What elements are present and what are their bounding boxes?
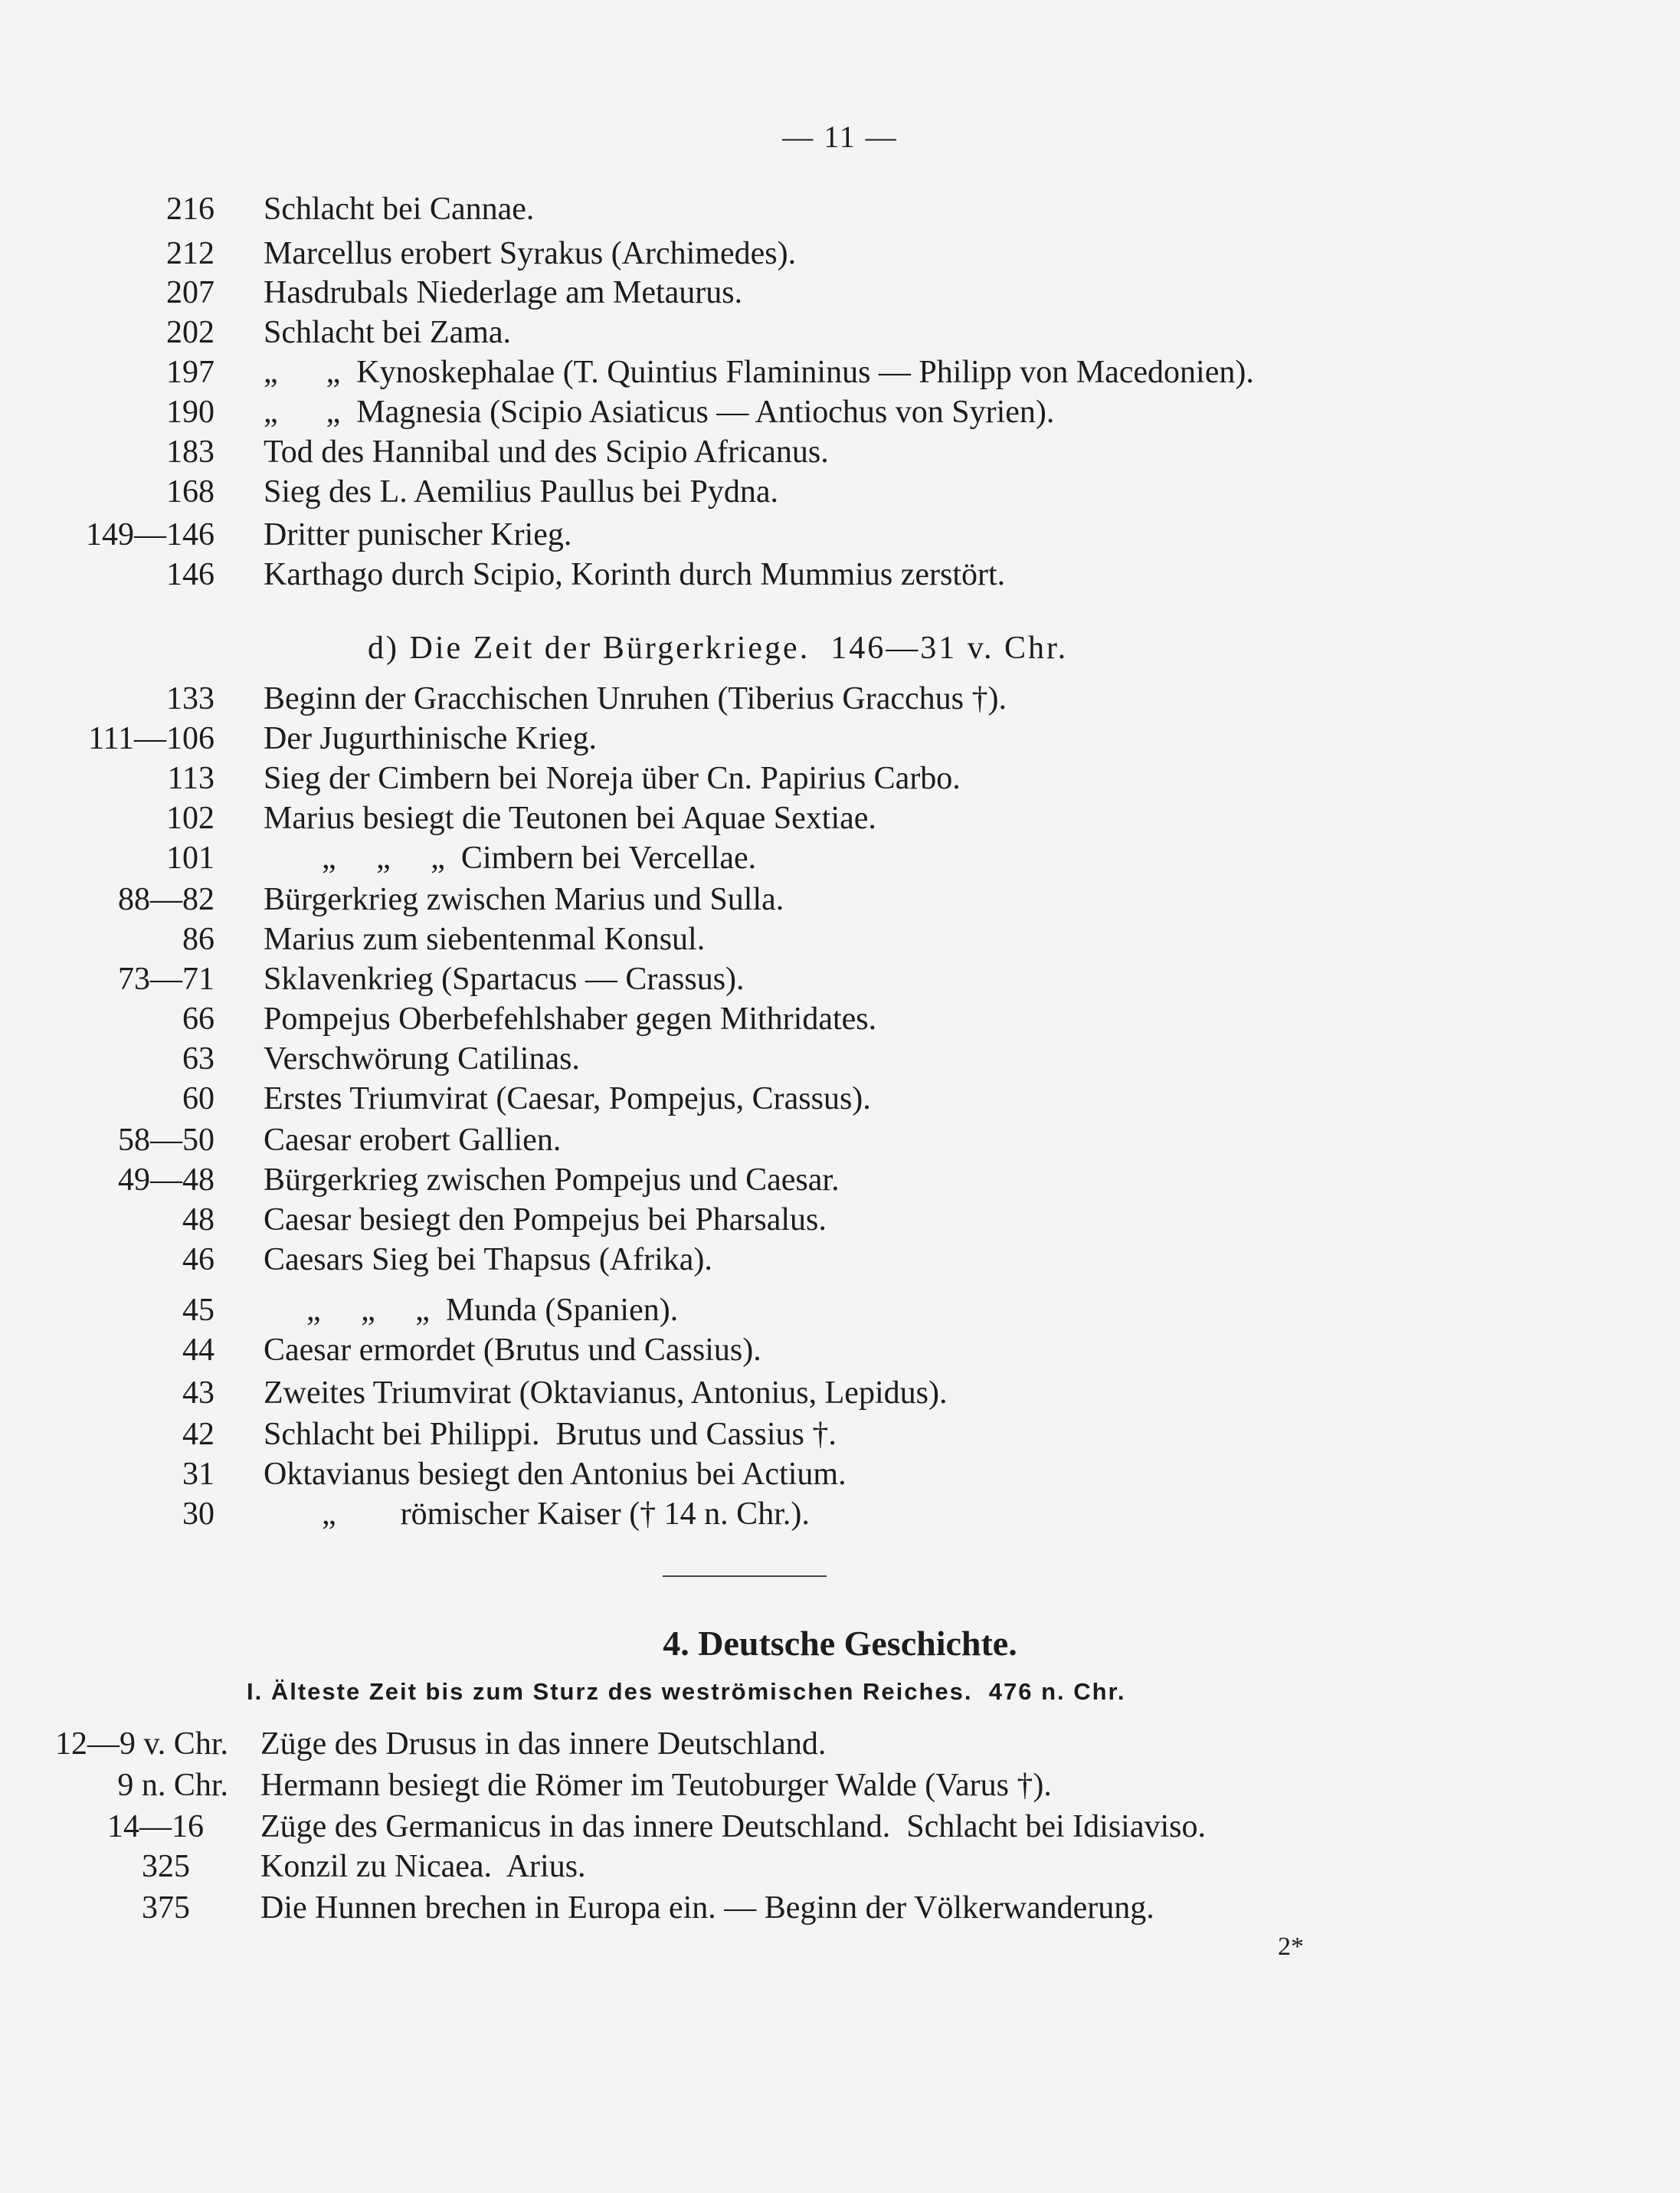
entry-date: 102 [166, 801, 215, 836]
entry-event: „ „ Magnesia (Scipio Asiaticus — Antiochus von Syrien). [264, 395, 1055, 430]
entry-event: Karthago durch Scipio, Korinth durch Mummius zerstört. [264, 557, 1006, 592]
timeline-row [0, 1807, 1680, 1847]
section-title: 4. Deutsche Geschichte. [663, 1624, 1017, 1663]
section-subtitle: I. Älteste Zeit bis zum Sturz des weströmischen Reiches. 476 n. Chr. [247, 1678, 1126, 1705]
entry-event: Marius zum siebentenmal Konsul. [264, 922, 706, 957]
entry-event: Sklavenkrieg (Spartacus — Crassus). [264, 962, 745, 997]
timeline-row [0, 1414, 1680, 1454]
entry-event: Schlacht bei Philippi. Brutus und Cassius †. [264, 1417, 837, 1452]
entry-date: 45 [182, 1293, 215, 1328]
entry-date: 202 [166, 315, 215, 350]
timeline-row [0, 838, 1680, 878]
timeline-row [0, 1454, 1680, 1494]
entry-event: „ „ „ Cimbern bei Vercellae. [322, 841, 757, 876]
entry-event: Hasdrubals Niederlage am Metaurus. [264, 275, 743, 310]
entry-date: 216 [166, 192, 215, 227]
entry-date: 58—50 [118, 1123, 215, 1158]
entry-date: 149—146 [86, 517, 215, 552]
entry-event: Schlacht bei Zama. [264, 315, 512, 350]
section-divider [663, 1575, 827, 1577]
entry-event: Pompejus Oberbefehlshaber gegen Mithridates. [264, 1001, 877, 1037]
entry-event: Bürgerkrieg zwischen Pompejus und Caesar. [264, 1162, 840, 1198]
entry-event: Dritter punischer Krieg. [264, 517, 572, 552]
timeline-row [0, 959, 1680, 999]
entry-date: 42 [182, 1417, 215, 1452]
timeline-row [0, 1200, 1680, 1240]
entry-event: Die Hunnen brechen in Europa ein. — Beginn der Völkerwanderung. [260, 1890, 1154, 1926]
entry-date: 31 [182, 1457, 215, 1492]
entry-event: Oktavianus besiegt den Antonius bei Actium. [264, 1457, 847, 1492]
entry-date: 168 [166, 474, 215, 510]
timeline-row [0, 719, 1680, 759]
entry-event: Züge des Drusus in das innere Deutschland. [260, 1726, 827, 1762]
entry-date: 86 [182, 922, 215, 957]
timeline-row [0, 234, 1680, 274]
timeline-row [0, 798, 1680, 838]
timeline-row [0, 392, 1680, 432]
entry-event: Tod des Hannibal und des Scipio Africanus. [264, 434, 829, 470]
entry-event: Sieg des L. Aemilius Paullus bei Pydna. [264, 474, 778, 510]
timeline-row [0, 759, 1680, 798]
entry-event: Verschwörung Catilinas. [264, 1041, 580, 1077]
page-number: — 11 — [782, 120, 898, 154]
timeline-row [0, 1240, 1680, 1280]
entry-date: 113 [167, 761, 215, 796]
timeline-row [0, 1039, 1680, 1079]
entry-event: Hermann besiegt die Römer im Teutoburger Walde (Varus †). [260, 1768, 1052, 1803]
timeline-row [0, 273, 1680, 313]
timeline-row [0, 1724, 1680, 1764]
timeline-row [0, 313, 1680, 352]
entry-date: 48 [182, 1202, 215, 1237]
entry-event: Schlacht bei Cannae. [264, 192, 535, 227]
entry-event: Der Jugurthinische Krieg. [264, 721, 598, 756]
timeline-row [0, 189, 1680, 229]
timeline-row [0, 1888, 1680, 1928]
timeline-row [0, 1079, 1680, 1119]
entry-date: 101 [166, 841, 215, 876]
entry-date: 133 [166, 681, 215, 716]
timeline-row [0, 1120, 1680, 1160]
entry-date: 12—9 v. Chr. [55, 1726, 228, 1762]
entry-event: Marcellus erobert Syrakus (Archimedes). [264, 236, 797, 271]
entry-date: 325 [142, 1849, 190, 1884]
entry-date: 375 [142, 1890, 190, 1926]
entry-date: 44 [182, 1333, 215, 1368]
entry-date: 30 [182, 1496, 215, 1532]
entry-date: 46 [182, 1242, 215, 1277]
entry-event: Züge des Germanicus in das innere Deutschland. Schlacht bei Idisiaviso. [260, 1809, 1206, 1844]
entry-date: 146 [166, 557, 215, 592]
entry-event: „ „ „ Munda (Spanien). [306, 1293, 679, 1328]
timeline-row [0, 472, 1680, 512]
entry-event: „ „ Kynoskephalae (T. Quintius Flamininus — Philipp von Macedonien). [264, 355, 1254, 390]
entry-date: 9 n. Chr. [117, 1768, 228, 1803]
entry-event: Marius besiegt die Teutonen bei Aquae Sextiae. [264, 801, 876, 836]
timeline-row [0, 880, 1680, 919]
timeline-row [0, 1765, 1680, 1805]
entry-date: 73—71 [118, 962, 215, 997]
entry-date: 14—16 [107, 1809, 204, 1844]
timeline-row [0, 432, 1680, 472]
timeline-row [0, 999, 1680, 1039]
entry-date: 60 [182, 1081, 215, 1116]
entry-date: 207 [166, 275, 215, 310]
entry-date: 190 [166, 395, 215, 430]
timeline-row [0, 352, 1680, 392]
entry-event: Caesar ermordet (Brutus und Cassius). [264, 1333, 761, 1368]
entry-event: Sieg der Cimbern bei Noreja über Cn. Papirius Carbo. [264, 761, 961, 796]
timeline-row [0, 1373, 1680, 1413]
entry-event: Bürgerkrieg zwischen Marius und Sulla. [264, 882, 784, 917]
entry-event: Zweites Triumvirat (Oktavianus, Antonius, Lepidus). [264, 1375, 948, 1411]
entry-date: 49—48 [118, 1162, 215, 1198]
entry-event: Caesar erobert Gallien. [264, 1123, 562, 1158]
entry-date: 88—82 [118, 882, 215, 917]
timeline-row [0, 1847, 1680, 1887]
entry-date: 63 [182, 1041, 215, 1077]
entry-date: 111—106 [88, 721, 215, 756]
timeline-row [0, 1330, 1680, 1370]
period-subheading: d) Die Zeit der Bürgerkriege. 146—31 v. Chr. [368, 631, 1069, 666]
timeline-row [0, 1494, 1680, 1534]
timeline-row [0, 1160, 1680, 1200]
timeline-row [0, 1290, 1680, 1330]
entry-date: 66 [182, 1001, 215, 1037]
entry-date: 197 [166, 355, 215, 390]
entry-event: Erstes Triumvirat (Caesar, Pompejus, Crassus). [264, 1081, 871, 1116]
entry-date: 183 [166, 434, 215, 470]
entry-event: Beginn der Gracchischen Unruhen (Tiberius Gracchus †). [264, 681, 1007, 716]
entry-date: 212 [166, 236, 215, 271]
timeline-row [0, 555, 1680, 595]
signature-mark: 2* [1278, 1932, 1304, 1961]
entry-event: Konzil zu Nicaea. Arius. [260, 1849, 586, 1884]
entry-date: 43 [182, 1375, 215, 1411]
timeline-row [0, 679, 1680, 719]
timeline-row [0, 919, 1680, 959]
timeline-row [0, 515, 1680, 555]
entry-event: Caesar besiegt den Pompejus bei Pharsalus. [264, 1202, 827, 1237]
entry-event: Caesars Sieg bei Thapsus (Afrika). [264, 1242, 712, 1277]
entry-event: „ römischer Kaiser († 14 n. Chr.). [322, 1496, 810, 1532]
